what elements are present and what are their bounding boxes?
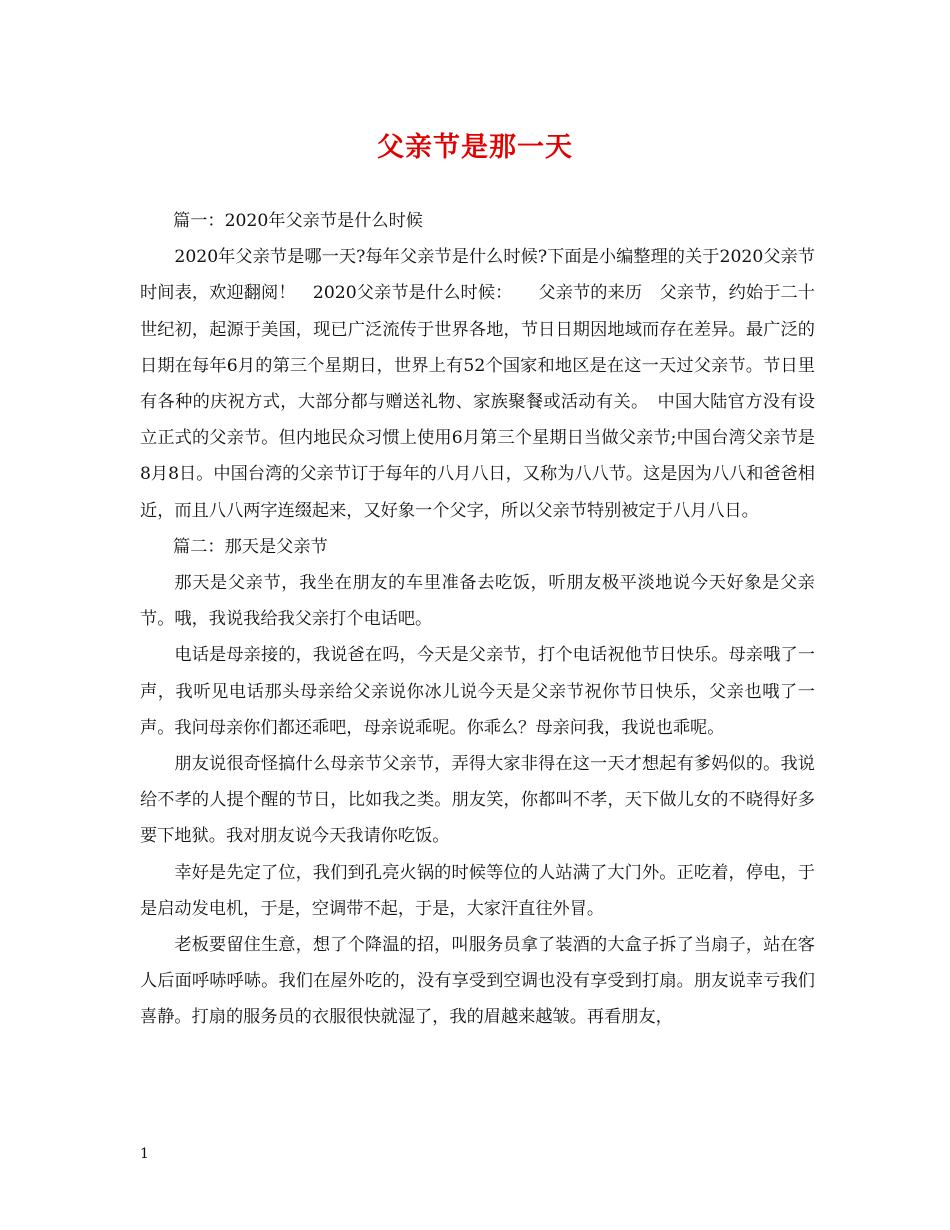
paragraph: 电话是母亲接的，我说爸在吗，今天是父亲节，打个电话祝他节日快乐。母亲哦了一声，我听见电话那头母亲给父亲说你冰儿说今天是父亲节祝你节日快乐，父亲也哦了一声。我问母亲你们都还乖吧，母亲说乖呢。你乖么？母亲问我，我说也乖呢。	[140, 645, 815, 738]
page-number: 1	[140, 1146, 149, 1162]
document-title: 父亲节是那一天	[377, 132, 573, 163]
section-heading: 篇一：2020年父亲节是什么时候	[173, 211, 423, 231]
paragraph: 2020年父亲节是哪一天?每年父亲节是什么时候?下面是小编整理的关于2020父亲节时间表，欢迎翻阅！ 2020父亲节是什么时候： 父亲节的来历 父亲节，约始于二十世纪初，起源于美国，现已广泛流传于世界各地，节日日期因地域而存在差异。最广泛的日期在每年6月的第三个星期日，世界上有52个国家和地区是在这一天过父亲节。节日里有各种的庆祝方式，大部分都与赠送礼物、家族聚餐或活动有关。 中国大陆官方没有设立正式的父亲节。但内地民众习惯上使用6月第三个星期日当做父亲节;中国台湾父亲节是8月8日。中国台湾的父亲节订于每年的八月八日，又称为八八节。这是因为八八和爸爸相近，而且八八两字连缀起来，又好象一个父字，所以父亲节特别被定于八月八日。	[140, 247, 815, 521]
paragraph: 老板要留住生意，想了个降温的招，叫服务员拿了装酒的大盒子拆了当扇子，站在客人后面呼哧呼哧。我们在屋外吃的，没有享受到空调也没有享受到打扇。朋友说幸亏我们喜静。打扇的服务员的衣服很快就湿了，我的眉越来越皱。再看朋友，	[140, 935, 815, 1028]
section-heading: 篇二：那天是父亲节	[173, 536, 328, 557]
document-body	[140, 203, 815, 1036]
paragraph: 幸好是先定了位，我们到孔亮火锅的时候等位的人站满了大门外。正吃着，停电，于是启动发电机，于是，空调带不起，于是，大家汗直往外冒。	[140, 862, 815, 919]
paragraph: 朋友说很奇怪搞什么母亲节父亲节，弄得大家非得在这一天才想起有爹妈似的。我说给不孝的人提个醒的节日，比如我之类。朋友笑，你都叫不孝，天下做儿女的不晓得好多要下地狱。我对朋友说今天我请你吃饭。	[140, 754, 815, 847]
paragraph: 那天是父亲节，我坐在朋友的车里准备去吃饭，听朋友极平淡地说今天好象是父亲节。哦，我说我给我父亲打个电话吧。	[140, 573, 815, 630]
